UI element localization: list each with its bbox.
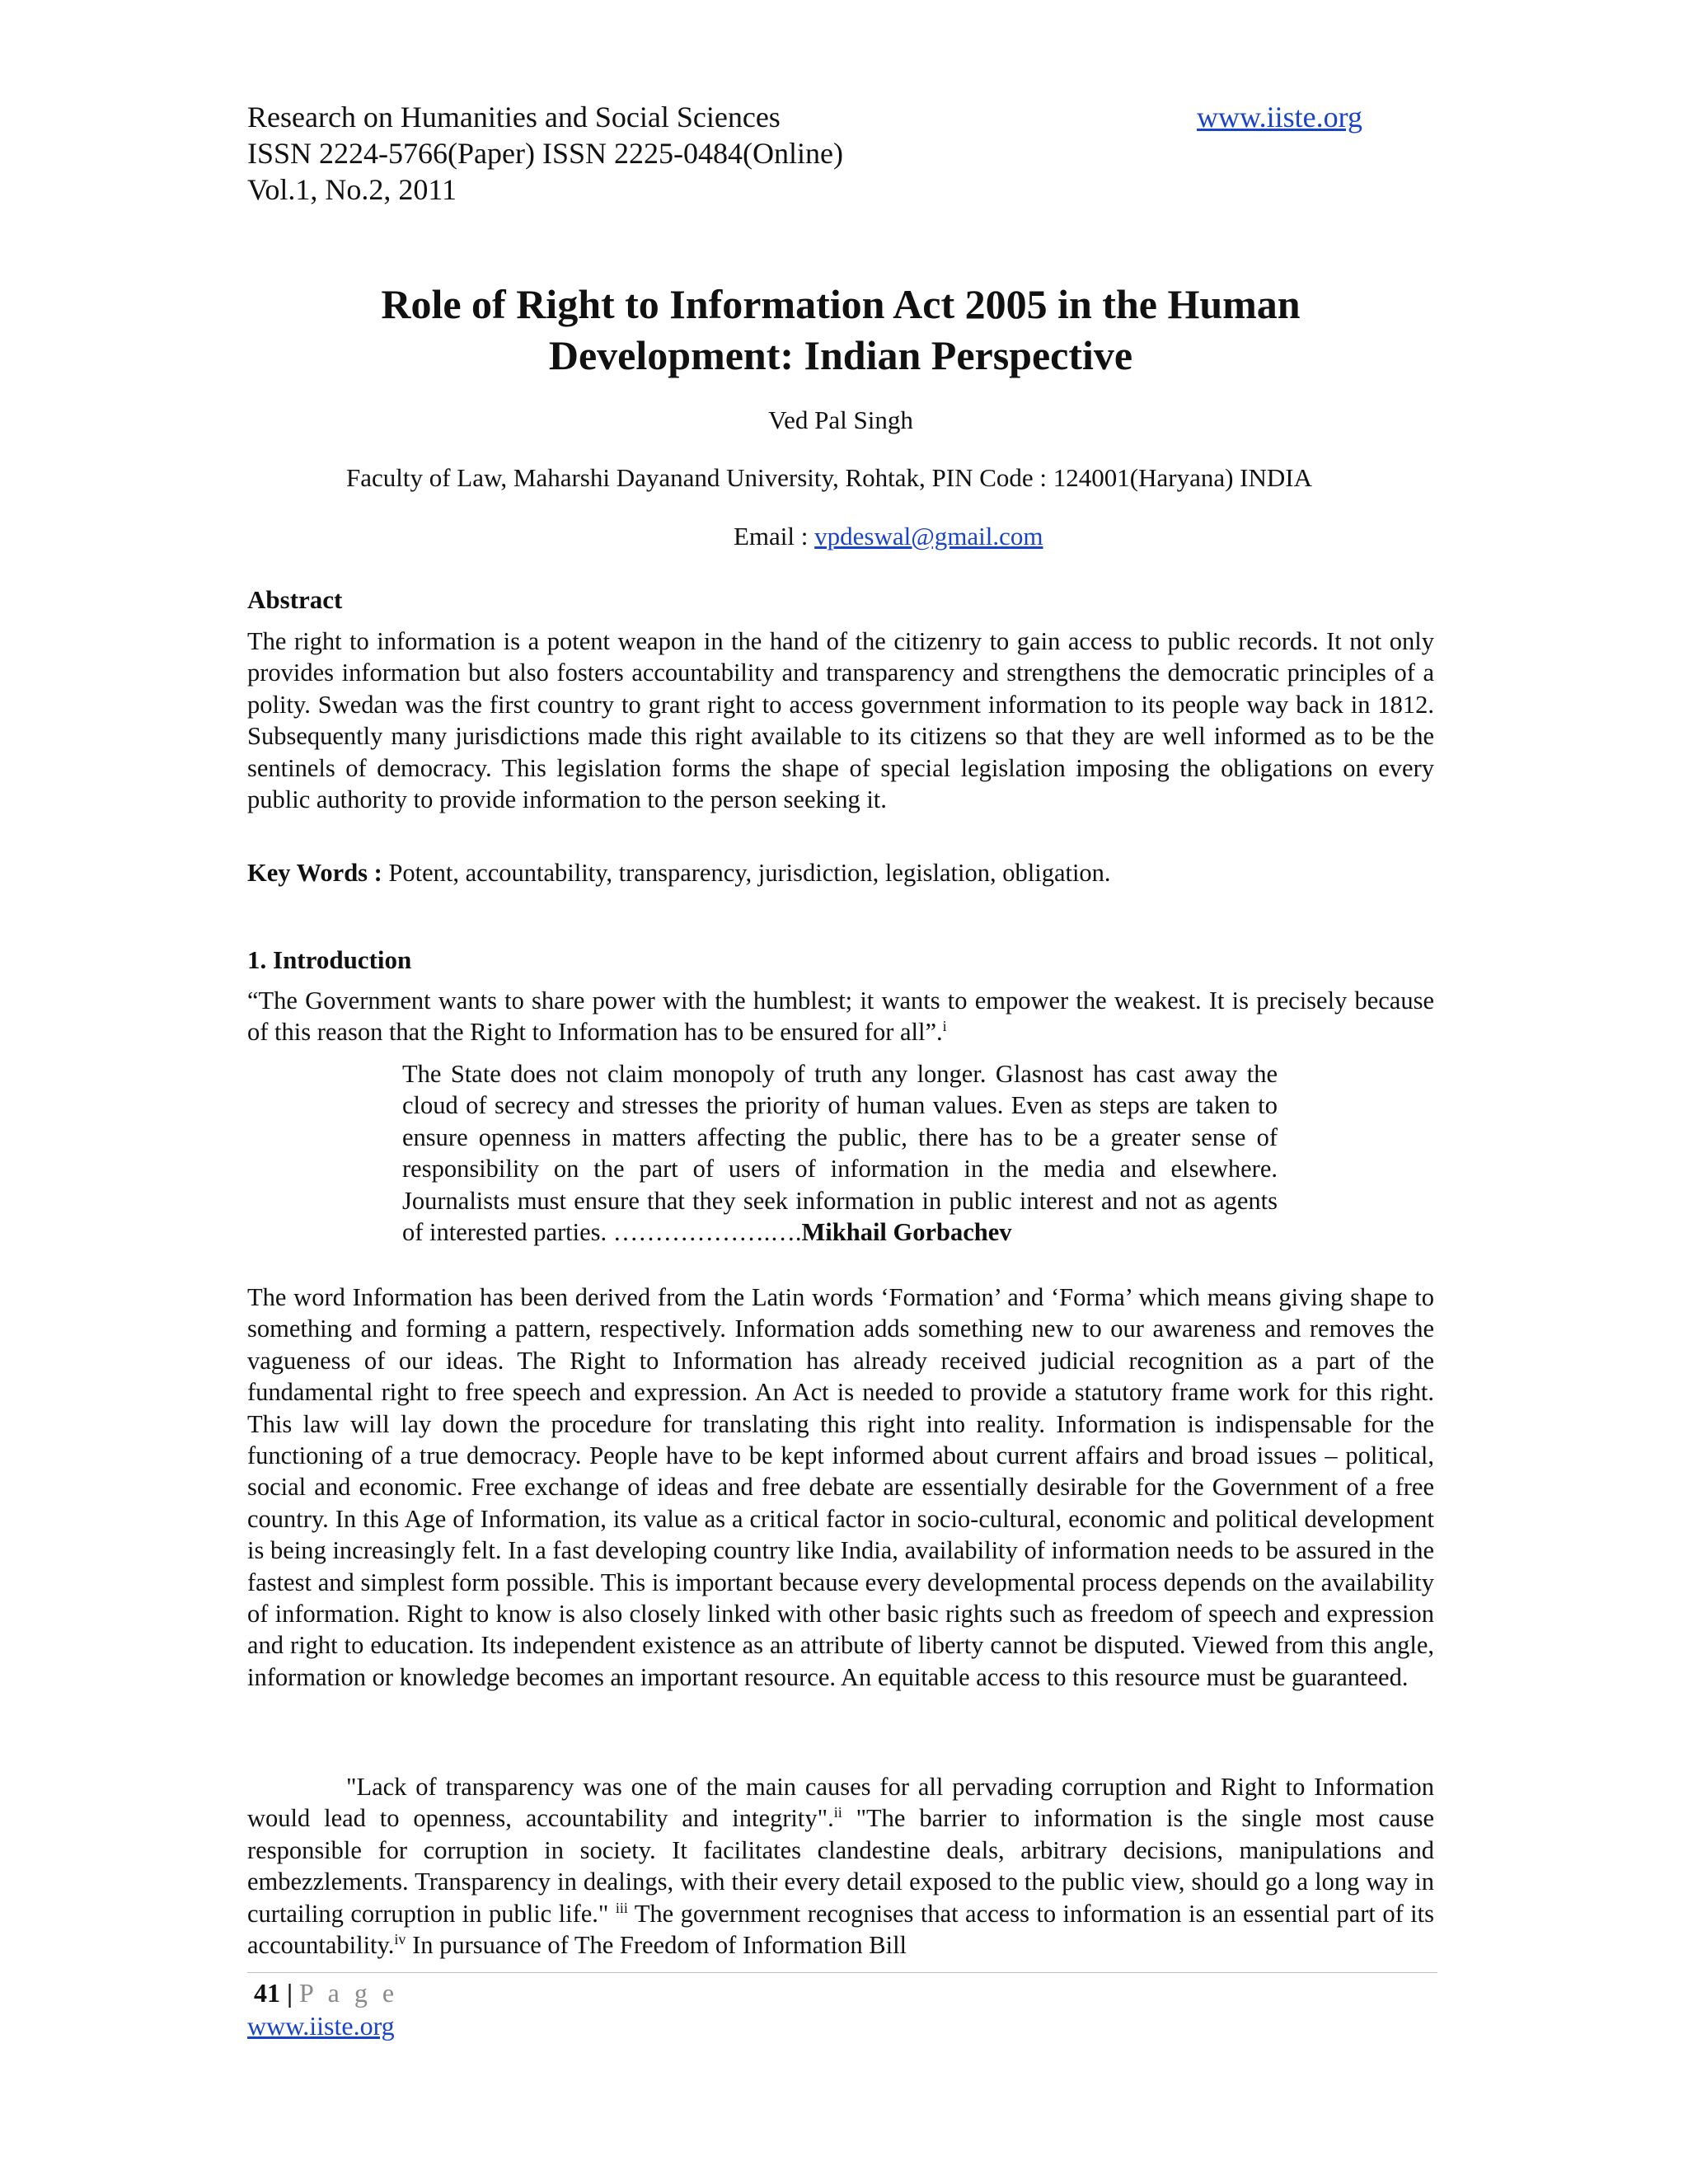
- author-email: [734, 521, 1311, 552]
- endnote-ref-iii[interactable]: iii: [615, 1899, 628, 1916]
- author-name: Ved Pal Singh: [768, 405, 913, 434]
- footer-page-number: [254, 1976, 398, 2009]
- endnote-ref-iv[interactable]: iv: [394, 1930, 406, 1947]
- email-label: Email :: [734, 522, 815, 551]
- email-link[interactable]: vpdeswal@gmail.com: [814, 522, 1043, 551]
- paper-title: [247, 279, 1434, 381]
- introduction-heading: 1. Introduction: [247, 945, 412, 974]
- footer-divider: [247, 1972, 1437, 1973]
- block-quote-author: Mikhail Gorbachev: [801, 1218, 1012, 1247]
- footer-site-link[interactable]: www.iiste.org: [247, 2011, 395, 2041]
- para2-part-a: "Lack of transparency was one of the main causes for all pervading corruption and Right to Information would lead to openness, accountability and integrity".: [247, 1773, 1434, 1833]
- page-separator: |: [280, 1978, 300, 2008]
- intro-paragraph-2: [247, 1771, 1434, 1961]
- para2-part-b: "The barrier to information is the single most cause responsible for corruption in society. It facilitates clandestine deals, arbitrary decisions, manipulations and embezzlements. Transparency in dealings, with their every detail exposed to the public view, should go a long way in curtailing corruption in public life.": [247, 1804, 1434, 1928]
- gorbachev-block-quote: [402, 1058, 1278, 1248]
- keywords-list: Potent, accountability, transparency, jurisdiction, legislation, obligation.: [382, 859, 1111, 887]
- intro-paragraph-1: The word Information has been derived from the Latin words ‘Formation’ and ‘Forma’ which means giving shape to something and forming a pattern, respectively. Information adds something new to our awareness and removes the vagueness of our ideas. The Right to Information has already received judicial recognition as a part of the fundamental right to free speech and expression. An Act is needed to provide a statutory frame work for this right. This law will lay down the procedure for translating this right into reality. Information is indispensable for the functioning of a true democracy. People have to be kept informed about current affairs and broad issues – political, social and economic. Free exchange of ideas and free debate are essentially desirable for the Government of a free country. In this Age of Information, its value as a critical factor in socio-cultural, economic and political development is being increasingly felt. In a fast developing country like India, availability of information needs to be assured in the fastest and simplest form possible. This is important because every developmental process depends on the availability of information. Right to know is also closely linked with other basic rights such as freedom of speech and expression and right to education. Its independent existence as an attribute of liberty cannot be disputed. Viewed from this angle, information or knowledge becomes an important resource. An equitable access to this resource must be guaranteed.: [247, 1283, 1434, 1691]
- volume-line: Vol.1, No.2, 2011: [247, 173, 457, 206]
- issn-line: ISSN 2224-5766(Paper) ISSN 2225-0484(Online): [247, 137, 843, 170]
- page-number: 41: [254, 1978, 280, 2008]
- author-affiliation: Faculty of Law, Maharshi Dayanand University, Rohtak, PIN Code : 124001(Haryana) INDIA: [346, 463, 1312, 492]
- intro-opening-quote: [247, 985, 1434, 1048]
- para2-part-c: The government recognises that access to information is an essential part of its accountability.: [247, 1899, 1434, 1960]
- page-label: P a g e: [299, 1978, 399, 2008]
- endnote-ref-ii[interactable]: ii: [833, 1804, 842, 1821]
- keywords-label: Key Words :: [247, 859, 382, 887]
- paper-title-line-1: Role of Right to Information Act 2005 in the Human: [381, 281, 1301, 327]
- abstract-heading: Abstract: [247, 585, 343, 614]
- opening-quote-text: “The Government wants to share power with the humblest; it wants to empower the weakest. It is precisely because of this reason that the Right to Information has to be ensured for all”.: [247, 987, 1434, 1047]
- block-quote-text: The State does not claim monopoly of truth any longer. Glasnost has cast away the cloud of secrecy and stresses the priority of human values. Even as steps are taken to ensure openness in matters affecting the public, there has to be a greater sense of responsibility on the part of users of information in the media and elsewhere. Journalists must ensure that they seek information in public interest and not as agents of interested parties. ……………….….: [402, 1060, 1278, 1247]
- endnote-ref-i[interactable]: i: [942, 1018, 947, 1035]
- keywords-line: [247, 857, 1434, 888]
- journal-name: Research on Humanities and Social Sciences: [247, 101, 781, 134]
- para2-part-d: In pursuance of The Freedom of Information Bill: [406, 1931, 907, 1960]
- abstract-text: The right to information is a potent weapon in the hand of the citizenry to gain access to public records. It not only provides information but also fosters accountability and transparency and strengthens the democratic principles of a polity. Swedan was the first country to grant right to access government information to its people way back in 1812. Subsequently many jurisdictions made this right available to its citizens so that they are well informed as to be the sentinels of democracy. This legislation forms the shape of special legislation imposing the obligations on every public authority to provide information to the person seeking it.: [247, 627, 1434, 814]
- header-site-link[interactable]: www.iiste.org: [1197, 101, 1362, 134]
- paper-title-line-2: Development: Indian Perspective: [548, 332, 1133, 378]
